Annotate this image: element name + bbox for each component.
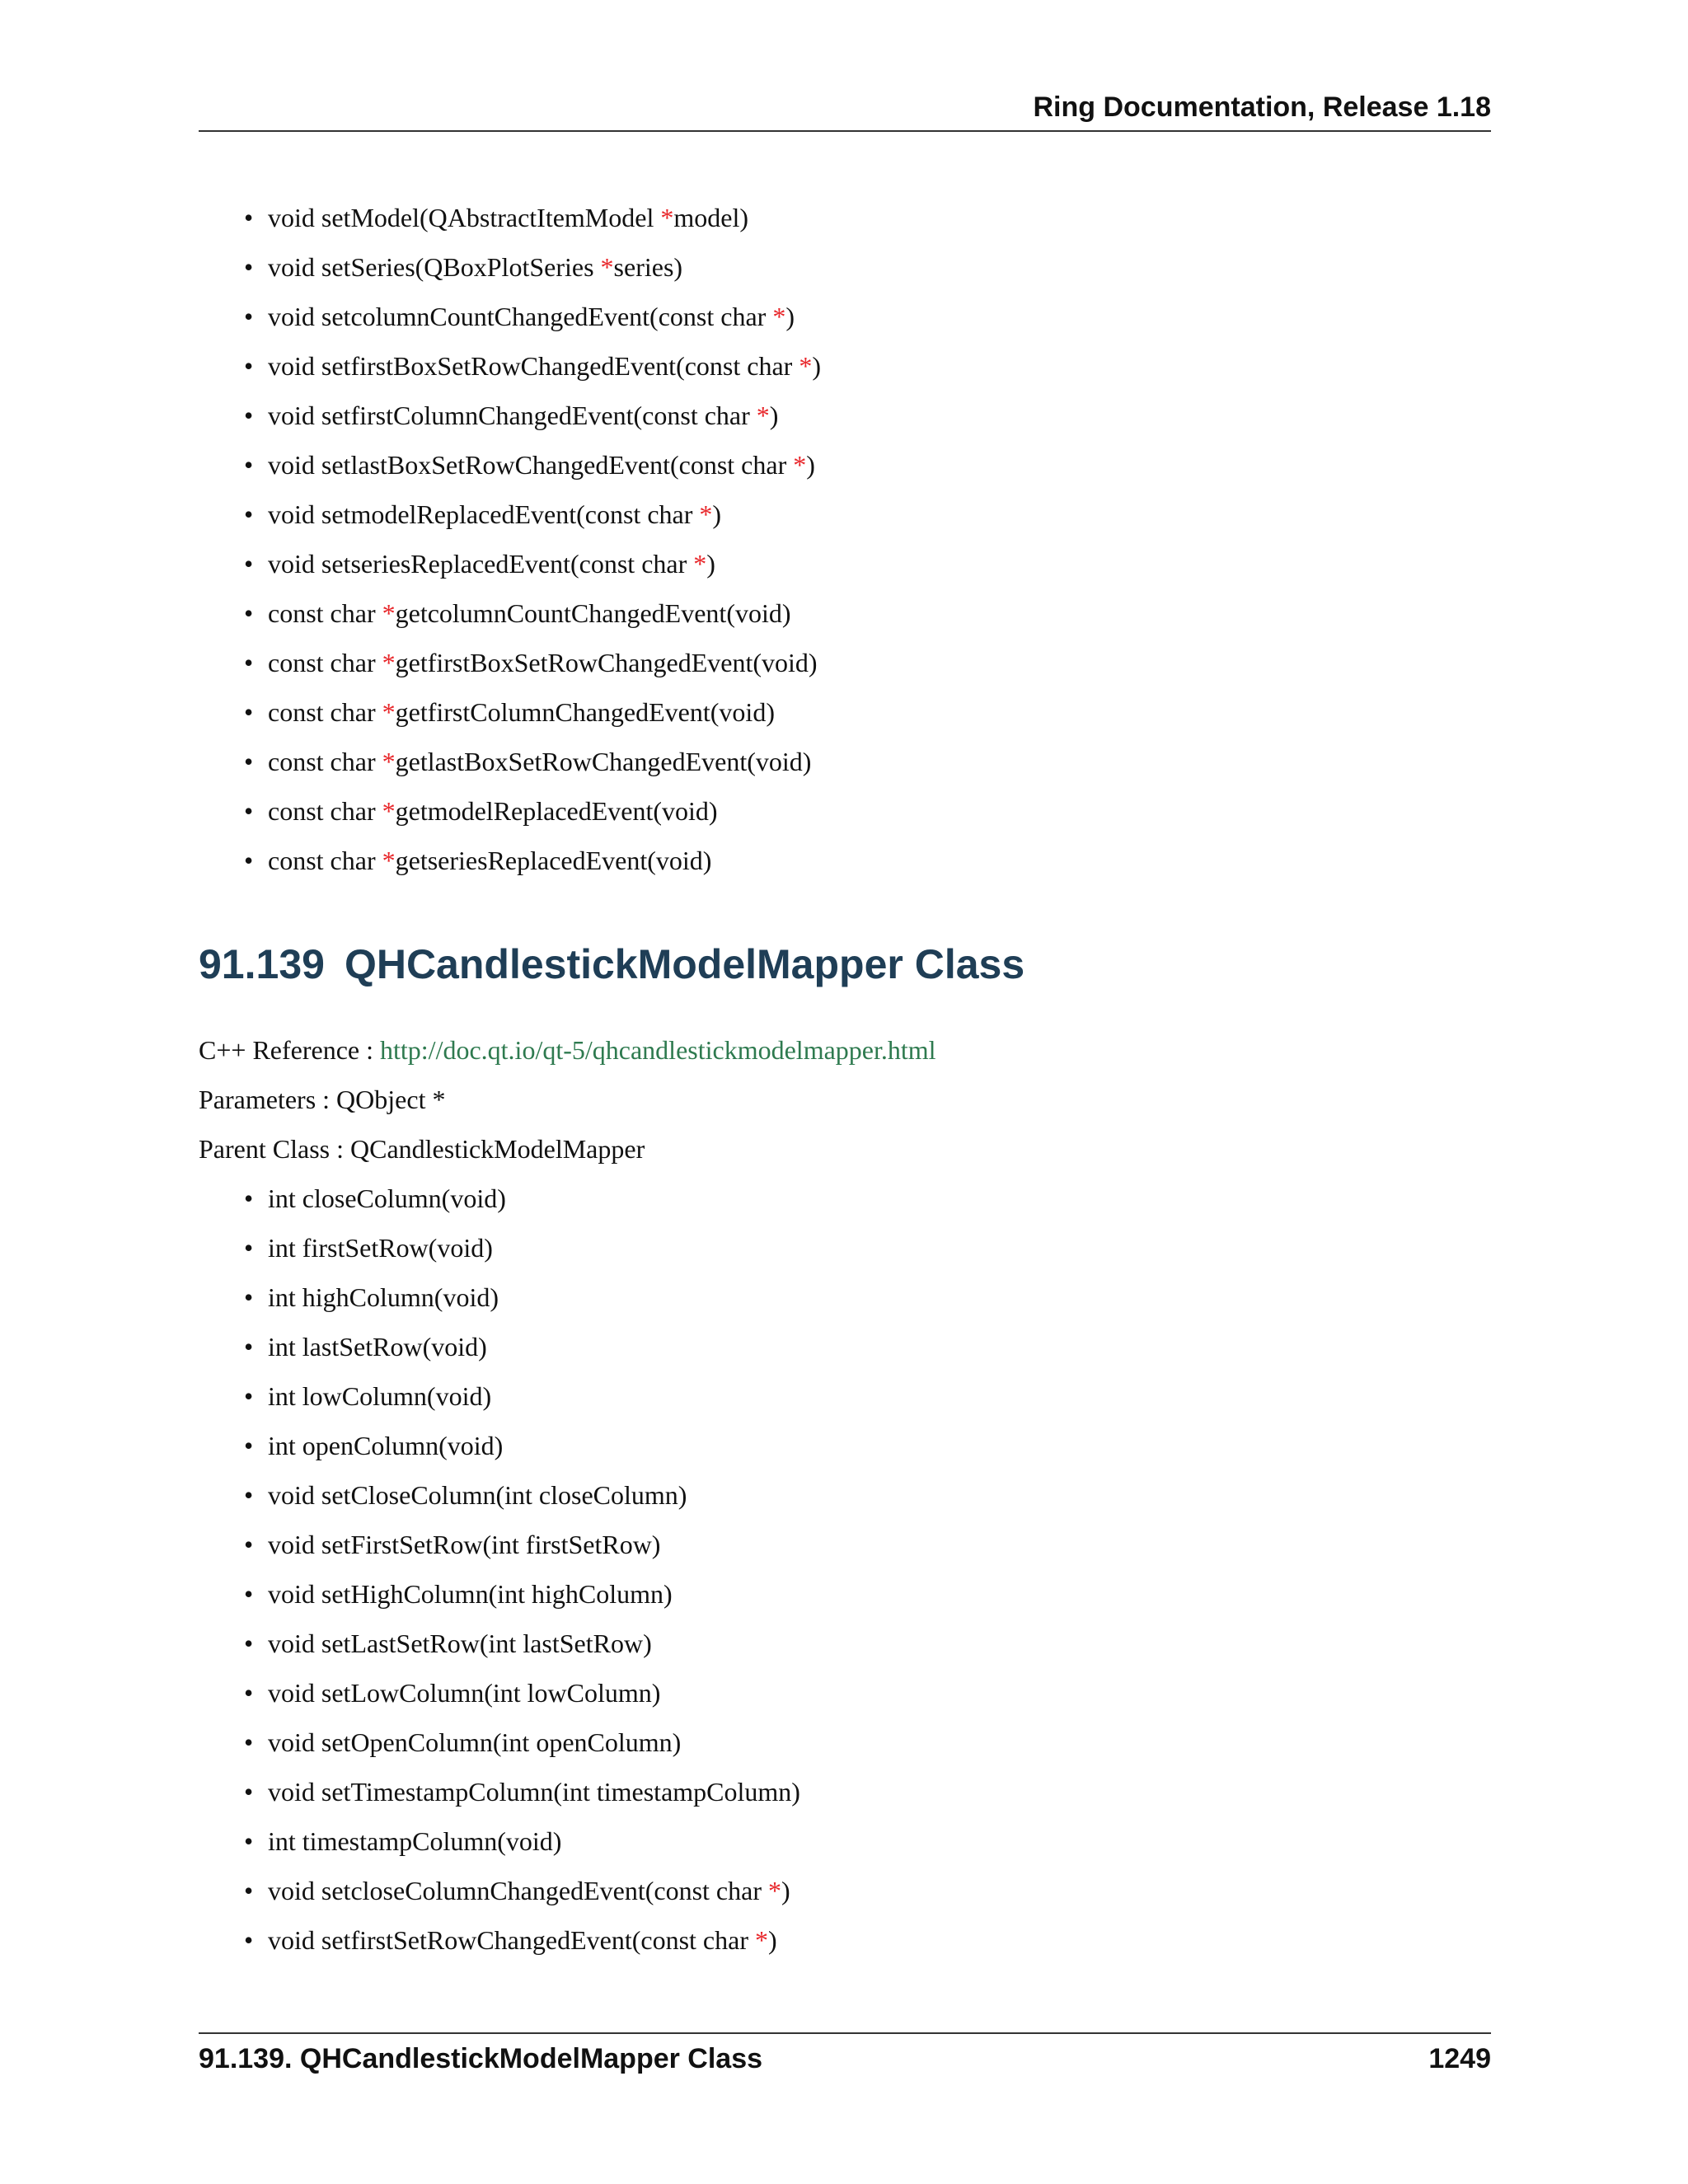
method-signature-text: void setFirstSetRow(int firstSetRow) — [268, 1530, 661, 1559]
pointer-asterisk: * — [382, 846, 396, 875]
method-signature-text: getcolumnCountChangedEvent(void) — [395, 598, 791, 628]
parent-class-line: Parent Class : QCandlestickModelMapper — [199, 1134, 645, 1164]
method-list-item — [244, 1421, 800, 1470]
method-signature-text: int openColumn(void) — [268, 1431, 504, 1460]
method-list-item — [244, 391, 821, 440]
method-signature-text: void setLastSetRow(int lastSetRow) — [268, 1629, 652, 1658]
page-header — [199, 91, 1491, 132]
method-signature-text: getfirstColumnChangedEvent(void) — [395, 697, 775, 727]
bullet-icon: • — [244, 499, 254, 529]
method-signature-text: int lowColumn(void) — [268, 1381, 492, 1411]
section-number: 91.139 — [199, 941, 325, 987]
method-signature-text: void setfirstSetRowChangedEvent(const char — [268, 1925, 755, 1955]
method-list-qhcandlestickmodelmapper — [244, 1174, 800, 1965]
pointer-asterisk: * — [382, 747, 396, 776]
pointer-asterisk: * — [793, 450, 807, 480]
method-list-item — [244, 1371, 800, 1421]
method-signature-text: const char — [268, 648, 382, 677]
method-list-item — [244, 1668, 800, 1718]
pointer-asterisk: * — [382, 796, 396, 826]
pointer-asterisk: * — [660, 203, 674, 232]
method-list-item — [244, 1816, 800, 1866]
bullet-icon: • — [244, 1629, 254, 1658]
method-list-item — [244, 539, 821, 588]
pointer-asterisk: * — [767, 1876, 781, 1905]
method-signature-text: const char — [268, 846, 382, 875]
bullet-icon: • — [244, 1431, 254, 1460]
bullet-icon: • — [244, 1777, 254, 1807]
bullet-icon: • — [244, 1480, 254, 1510]
method-signature-text: int firstSetRow(void) — [268, 1233, 493, 1263]
pointer-asterisk: * — [382, 648, 396, 677]
bullet-icon: • — [244, 401, 254, 430]
method-signature-text: const char — [268, 747, 382, 776]
method-signature-text: void setSeries(QBoxPlotSeries — [268, 252, 601, 282]
method-signature-text: ) — [706, 549, 715, 579]
footer-section-title: 91.139. QHCandlestickModelMapper Class — [199, 2043, 763, 2074]
method-list-item — [244, 1569, 800, 1619]
method-list-item — [244, 1223, 800, 1272]
page-footer — [199, 2032, 1491, 2083]
bullet-icon: • — [244, 1876, 254, 1905]
method-signature-text: model) — [673, 203, 748, 232]
method-signature-text: ) — [806, 450, 815, 480]
bullet-icon: • — [244, 846, 254, 875]
bullet-icon: • — [244, 1381, 254, 1411]
pointer-asterisk: * — [754, 1925, 768, 1955]
method-list-item — [244, 490, 821, 539]
method-list-item — [244, 588, 821, 638]
method-list-item — [244, 687, 821, 737]
method-signature-text: const char — [268, 697, 382, 727]
method-signature-text: ) — [785, 302, 795, 331]
method-list-item — [244, 193, 821, 242]
method-list-item — [244, 292, 821, 341]
method-list-item — [244, 440, 821, 490]
bullet-icon: • — [244, 351, 254, 381]
bullet-icon: • — [244, 1826, 254, 1856]
bullet-icon: • — [244, 598, 254, 628]
cpp-reference-link[interactable]: http://doc.qt.io/qt-5/qhcandlestickmodelmapper.html — [380, 1035, 936, 1065]
section-heading — [199, 931, 1025, 997]
method-signature-text: void setCloseColumn(int closeColumn) — [268, 1480, 687, 1510]
pointer-asterisk: * — [382, 697, 396, 727]
pointer-asterisk: * — [772, 302, 786, 331]
bullet-icon: • — [244, 796, 254, 826]
method-list-item — [244, 1619, 800, 1668]
method-signature-text: void setfirstBoxSetRowChangedEvent(const char — [268, 351, 799, 381]
method-signature-text: void setfirstColumnChangedEvent(const char — [268, 401, 757, 430]
method-list-item — [244, 1718, 800, 1767]
parameters-line: Parameters : QObject * — [199, 1085, 446, 1114]
method-signature-text: int highColumn(void) — [268, 1282, 499, 1312]
method-signature-text: ) — [712, 499, 722, 529]
method-signature-text: int closeColumn(void) — [268, 1183, 506, 1213]
method-signature-text: ) — [769, 401, 779, 430]
bullet-icon: • — [244, 1183, 254, 1213]
method-list-item — [244, 1915, 800, 1965]
method-signature-text: ) — [767, 1925, 777, 1955]
method-signature-text: ) — [812, 351, 821, 381]
method-signature-text: getseriesReplacedEvent(void) — [395, 846, 712, 875]
method-signature-text: series) — [613, 252, 683, 282]
pointer-asterisk: * — [382, 598, 396, 628]
bullet-icon: • — [244, 450, 254, 480]
method-signature-text: getlastBoxSetRowChangedEvent(void) — [395, 747, 812, 776]
method-list-item — [244, 1767, 800, 1816]
pointer-asterisk: * — [756, 401, 770, 430]
method-signature-text: void setcloseColumnChangedEvent(const char — [268, 1876, 768, 1905]
page-number: 1249 — [1428, 2043, 1491, 2074]
method-list-item — [244, 1272, 800, 1322]
method-signature-text: void setseriesReplacedEvent(const char — [268, 549, 694, 579]
bullet-icon: • — [244, 1579, 254, 1609]
bullet-icon: • — [244, 1332, 254, 1361]
method-list-item — [244, 1520, 800, 1569]
bullet-icon: • — [244, 203, 254, 232]
bullet-icon: • — [244, 1925, 254, 1955]
method-signature-text: const char — [268, 598, 382, 628]
method-signature-text: void setLowColumn(int lowColumn) — [268, 1678, 661, 1708]
pointer-asterisk: * — [693, 549, 707, 579]
method-list-item — [244, 1470, 800, 1520]
bullet-icon: • — [244, 1678, 254, 1708]
cpp-reference-label: C++ Reference : — [199, 1035, 380, 1065]
method-signature-text: const char — [268, 796, 382, 826]
method-signature-text: void setTimestampColumn(int timestampColumn) — [268, 1777, 800, 1807]
method-list-previous-class — [244, 193, 821, 885]
method-signature-text: getfirstBoxSetRowChangedEvent(void) — [395, 648, 818, 677]
method-list-item — [244, 786, 821, 836]
bullet-icon: • — [244, 648, 254, 677]
bullet-icon: • — [244, 1727, 254, 1757]
section-title: QHCandlestickModelMapper Class — [344, 941, 1025, 987]
method-list-item — [244, 737, 821, 786]
method-list-item — [244, 1322, 800, 1371]
bullet-icon: • — [244, 302, 254, 331]
bullet-icon: • — [244, 697, 254, 727]
bullet-icon: • — [244, 252, 254, 282]
pointer-asterisk: * — [699, 499, 713, 529]
bullet-icon: • — [244, 1530, 254, 1559]
pointer-asterisk: * — [600, 252, 614, 282]
method-list-item — [244, 242, 821, 292]
bullet-icon: • — [244, 1233, 254, 1263]
cpp-reference — [199, 1025, 936, 1075]
method-signature-text: void setOpenColumn(int openColumn) — [268, 1727, 682, 1757]
method-signature-text: ) — [781, 1876, 790, 1905]
method-signature-text: void setmodelReplacedEvent(const char — [268, 499, 700, 529]
document-title: Ring Documentation, Release 1.18 — [1033, 91, 1491, 123]
method-signature-text: getmodelReplacedEvent(void) — [395, 796, 718, 826]
method-list-item — [244, 341, 821, 391]
method-list-item — [244, 1866, 800, 1915]
method-signature-text: void setlastBoxSetRowChangedEvent(const char — [268, 450, 794, 480]
method-signature-text: int timestampColumn(void) — [268, 1826, 562, 1856]
bullet-icon: • — [244, 549, 254, 579]
method-signature-text: void setModel(QAbstractItemModel — [268, 203, 661, 232]
method-signature-text: int lastSetRow(void) — [268, 1332, 487, 1361]
bullet-icon: • — [244, 747, 254, 776]
method-list-item — [244, 1174, 800, 1223]
method-signature-text: void setcolumnCountChangedEvent(const char — [268, 302, 773, 331]
method-signature-text: void setHighColumn(int highColumn) — [268, 1579, 673, 1609]
method-list-item — [244, 836, 821, 885]
pointer-asterisk: * — [799, 351, 813, 381]
method-list-item — [244, 638, 821, 687]
bullet-icon: • — [244, 1282, 254, 1312]
